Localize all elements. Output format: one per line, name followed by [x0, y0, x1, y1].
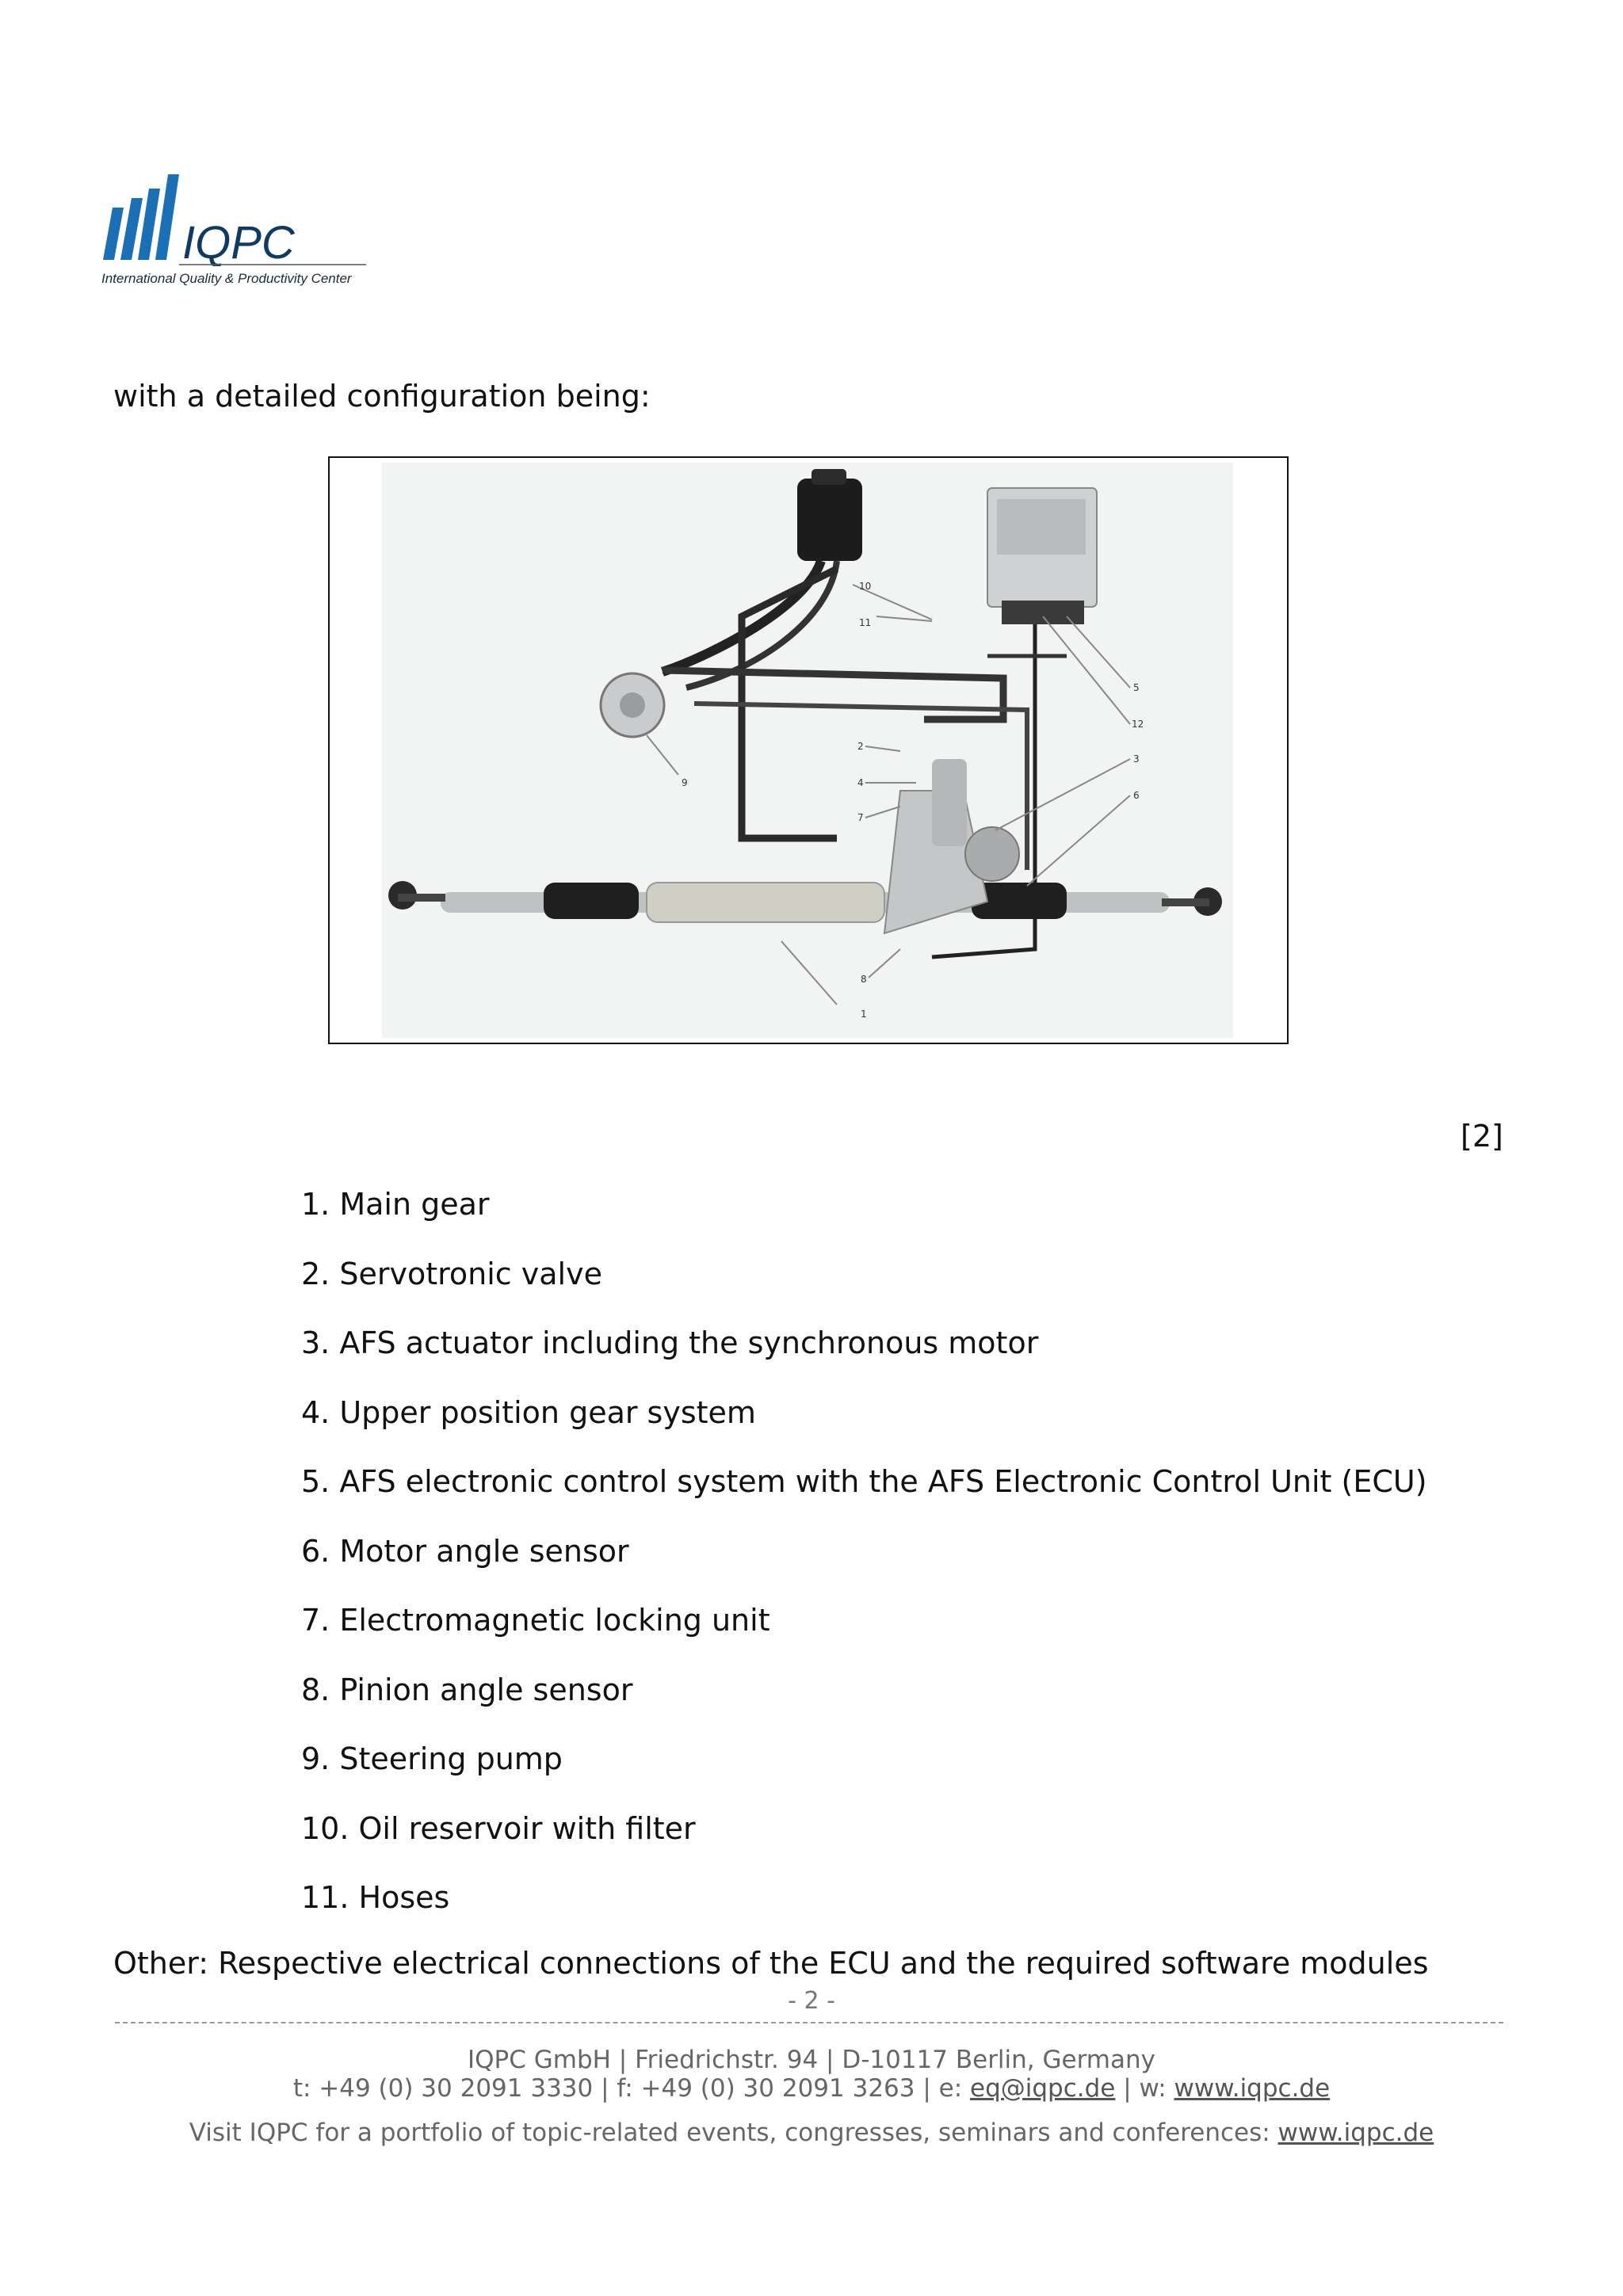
list-item: 11. Hoses	[301, 1880, 450, 1915]
intro-text: with a detailed configuration being:	[113, 379, 651, 414]
list-item: 2. Servotronic valve	[301, 1256, 602, 1291]
callout-7: 7	[857, 812, 864, 823]
list-item: 3. AFS actuator including the synchronous motor	[301, 1325, 1039, 1360]
list-item: 8. Pinion angle sensor	[301, 1672, 633, 1707]
footer-address: IQPC GmbH | Friedrichstr. 94 | D-10117 Berlin, Germany	[467, 2046, 1155, 2074]
page-number: - 2 -	[788, 1987, 835, 2015]
callout-10: 10	[859, 581, 872, 592]
footer-contact	[0, 2074, 1623, 2103]
callout-11: 11	[859, 617, 872, 628]
steering-system-figure	[328, 456, 1289, 1044]
callout-1: 1	[861, 1009, 867, 1020]
footer-divider	[115, 2022, 1503, 2023]
list-item: 1. Main gear	[301, 1187, 490, 1222]
parts-list	[301, 1184, 1427, 1947]
email-link[interactable]: eq@iqpc.de	[970, 2074, 1116, 2103]
logo-wordmark: IQPC	[182, 217, 295, 266]
list-item: 4. Upper position gear system	[301, 1394, 756, 1430]
list-item: 6. Motor angle sensor	[301, 1533, 629, 1569]
callout-9: 9	[682, 777, 688, 788]
website-link[interactable]: www.iqpc.de	[1174, 2074, 1331, 2103]
steering-system-illustration	[330, 458, 1287, 1043]
callout-3: 3	[1133, 753, 1140, 765]
callout-2: 2	[857, 741, 864, 752]
figure-reference: [2]	[1461, 1119, 1503, 1154]
visit-website-link[interactable]: www.iqpc.de	[1277, 2119, 1434, 2147]
list-item: 5. AFS electronic control system with the AFS Electronic Control Unit (ECU)	[301, 1464, 1427, 1499]
list-item: 10. Oil reservoir with filter	[301, 1810, 696, 1846]
list-item: 9. Steering pump	[301, 1741, 563, 1776]
callout-6: 6	[1133, 790, 1140, 801]
list-item: 7. Electromagnetic locking unit	[301, 1603, 770, 1638]
footer-visit	[0, 2119, 1623, 2147]
footer-visit-text: Visit IQPC for a portfolio of topic-related events, congresses, seminars and conferences:	[189, 2119, 1278, 2147]
footer-contact-sep: | w:	[1115, 2074, 1174, 2103]
iqpc-logo	[100, 171, 369, 290]
callout-4: 4	[857, 777, 864, 788]
other-note: Other: Respective electrical connections of the ECU and the required software modules	[113, 1946, 1429, 1981]
callout-12: 12	[1132, 719, 1144, 730]
footer-contact-phones: t: +49 (0) 30 2091 3330 | f: +49 (0) 30 2091 3263 | e:	[292, 2074, 971, 2103]
logo-tagline: International Quality & Productivity Center	[101, 271, 352, 286]
callout-5: 5	[1133, 682, 1140, 693]
callout-8: 8	[861, 974, 867, 985]
iqpc-logo-mark	[100, 171, 369, 266]
